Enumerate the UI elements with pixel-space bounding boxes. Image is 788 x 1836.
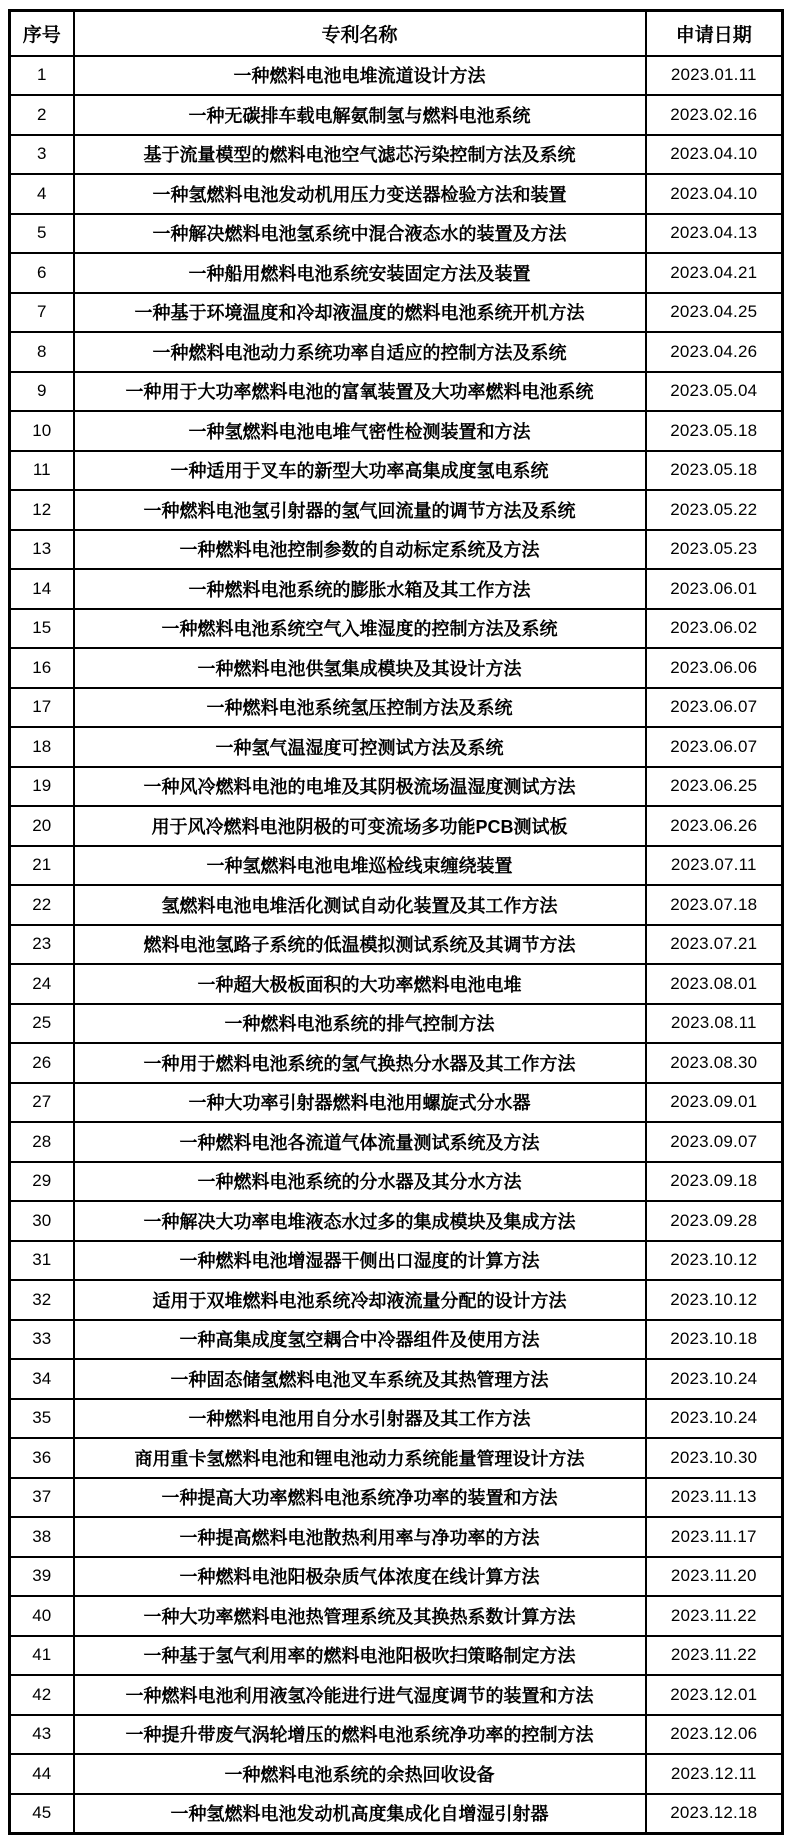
serial-number-cell: 6 <box>10 253 74 293</box>
application-date-cell: 2023.10.12 <box>646 1241 783 1281</box>
table-row <box>10 609 783 649</box>
serial-number-cell: 37 <box>10 1478 74 1518</box>
patent-table-head <box>10 11 783 56</box>
serial-number-cell: 36 <box>10 1438 74 1478</box>
application-date-cell: 2023.05.22 <box>646 490 783 530</box>
table-row <box>10 253 783 293</box>
patent-name-cell: 一种固态储氢燃料电池叉车系统及其热管理方法 <box>74 1359 646 1399</box>
application-date-cell: 2023.05.23 <box>646 530 783 570</box>
serial-number-cell: 9 <box>10 372 74 412</box>
application-date-cell: 2023.07.21 <box>646 925 783 965</box>
table-row <box>10 846 783 886</box>
patent-name-cell: 一种氢燃料电池发动机高度集成化自增湿引射器 <box>74 1794 646 1834</box>
table-row <box>10 1596 783 1636</box>
table-row <box>10 1280 783 1320</box>
table-row <box>10 1794 783 1834</box>
serial-number-cell: 5 <box>10 214 74 254</box>
application-date-cell: 2023.04.26 <box>646 332 783 372</box>
serial-number-cell: 10 <box>10 411 74 451</box>
application-date-cell: 2023.08.30 <box>646 1043 783 1083</box>
patent-name-cell: 一种大功率引射器燃料电池用螺旋式分水器 <box>74 1083 646 1123</box>
table-row <box>10 372 783 412</box>
application-date-cell: 2023.08.01 <box>646 964 783 1004</box>
application-date-cell: 2023.10.30 <box>646 1438 783 1478</box>
serial-number-cell: 20 <box>10 806 74 846</box>
application-date-cell: 2023.09.28 <box>646 1201 783 1241</box>
application-date-cell: 2023.10.24 <box>646 1399 783 1439</box>
serial-number-cell: 1 <box>10 56 74 96</box>
application-date-cell: 2023.04.25 <box>646 293 783 333</box>
table-row <box>10 1478 783 1518</box>
application-date-cell: 2023.11.22 <box>646 1636 783 1676</box>
serial-number-cell: 31 <box>10 1241 74 1281</box>
application-date-cell: 2023.02.16 <box>646 95 783 135</box>
application-date-cell: 2023.04.13 <box>646 214 783 254</box>
serial-number-cell: 23 <box>10 925 74 965</box>
table-row <box>10 1675 783 1715</box>
application-date-cell: 2023.06.02 <box>646 609 783 649</box>
table-row <box>10 95 783 135</box>
patent-name-cell: 一种风冷燃料电池的电堆及其阴极流场温湿度测试方法 <box>74 767 646 807</box>
header-application-date: 申请日期 <box>646 11 783 56</box>
serial-number-cell: 11 <box>10 451 74 491</box>
application-date-cell: 2023.11.17 <box>646 1517 783 1557</box>
patent-name-cell: 一种提高燃料电池散热利用率与净功率的方法 <box>74 1517 646 1557</box>
patent-table <box>8 9 784 1835</box>
patent-name-cell: 一种燃料电池动力系统功率自适应的控制方法及系统 <box>74 332 646 372</box>
application-date-cell: 2023.05.04 <box>646 372 783 412</box>
serial-number-cell: 16 <box>10 648 74 688</box>
patent-name-cell: 一种超大极板面积的大功率燃料电池电堆 <box>74 964 646 1004</box>
serial-number-cell: 3 <box>10 135 74 175</box>
application-date-cell: 2023.10.12 <box>646 1280 783 1320</box>
table-row <box>10 925 783 965</box>
serial-number-cell: 38 <box>10 1517 74 1557</box>
application-date-cell: 2023.12.11 <box>646 1754 783 1794</box>
table-row <box>10 451 783 491</box>
table-row <box>10 569 783 609</box>
table-row <box>10 1043 783 1083</box>
application-date-cell: 2023.06.06 <box>646 648 783 688</box>
table-row <box>10 1241 783 1281</box>
patent-name-cell: 一种燃料电池各流道气体流量测试系统及方法 <box>74 1122 646 1162</box>
patent-name-cell: 一种氢气温湿度可控测试方法及系统 <box>74 727 646 767</box>
serial-number-cell: 41 <box>10 1636 74 1676</box>
serial-number-cell: 19 <box>10 767 74 807</box>
table-row <box>10 648 783 688</box>
serial-number-cell: 15 <box>10 609 74 649</box>
application-date-cell: 2023.09.07 <box>646 1122 783 1162</box>
patent-name-cell: 一种燃料电池阳极杂质气体浓度在线计算方法 <box>74 1557 646 1597</box>
serial-number-cell: 17 <box>10 688 74 728</box>
application-date-cell: 2023.11.13 <box>646 1478 783 1518</box>
patent-name-cell: 一种无碳排车载电解氨制氢与燃料电池系统 <box>74 95 646 135</box>
table-row <box>10 1122 783 1162</box>
serial-number-cell: 4 <box>10 174 74 214</box>
serial-number-cell: 18 <box>10 727 74 767</box>
header-patent-name: 专利名称 <box>74 11 646 56</box>
patent-name-cell: 一种燃料电池系统空气入堆湿度的控制方法及系统 <box>74 609 646 649</box>
table-row <box>10 214 783 254</box>
application-date-cell: 2023.09.18 <box>646 1162 783 1202</box>
application-date-cell: 2023.09.01 <box>646 1083 783 1123</box>
application-date-cell: 2023.06.07 <box>646 727 783 767</box>
application-date-cell: 2023.05.18 <box>646 411 783 451</box>
serial-number-cell: 30 <box>10 1201 74 1241</box>
table-row <box>10 135 783 175</box>
header-serial-number: 序号 <box>10 11 74 56</box>
table-row <box>10 293 783 333</box>
application-date-cell: 2023.11.20 <box>646 1557 783 1597</box>
serial-number-cell: 12 <box>10 490 74 530</box>
serial-number-cell: 7 <box>10 293 74 333</box>
patent-name-cell: 基于流量模型的燃料电池空气滤芯污染控制方法及系统 <box>74 135 646 175</box>
table-row <box>10 1320 783 1360</box>
table-row <box>10 1438 783 1478</box>
patent-name-cell: 一种燃料电池控制参数的自动标定系统及方法 <box>74 530 646 570</box>
table-row <box>10 767 783 807</box>
serial-number-cell: 29 <box>10 1162 74 1202</box>
serial-number-cell: 24 <box>10 964 74 1004</box>
serial-number-cell: 22 <box>10 885 74 925</box>
table-row <box>10 885 783 925</box>
table-row <box>10 1201 783 1241</box>
table-row <box>10 1083 783 1123</box>
serial-number-cell: 44 <box>10 1754 74 1794</box>
patent-name-cell: 一种燃料电池供氢集成模块及其设计方法 <box>74 648 646 688</box>
table-row <box>10 1517 783 1557</box>
patent-name-cell: 一种燃料电池增湿器干侧出口湿度的计算方法 <box>74 1241 646 1281</box>
patent-name-cell: 适用于双堆燃料电池系统冷却液流量分配的设计方法 <box>74 1280 646 1320</box>
serial-number-cell: 25 <box>10 1004 74 1044</box>
serial-number-cell: 14 <box>10 569 74 609</box>
table-row <box>10 1557 783 1597</box>
application-date-cell: 2023.08.11 <box>646 1004 783 1044</box>
patent-name-cell: 一种高集成度氢空耦合中冷器组件及使用方法 <box>74 1320 646 1360</box>
table-row <box>10 1004 783 1044</box>
patent-name-cell: 一种适用于叉车的新型大功率高集成度氢电系统 <box>74 451 646 491</box>
serial-number-cell: 39 <box>10 1557 74 1597</box>
patent-name-cell: 一种燃料电池氢引射器的氢气回流量的调节方法及系统 <box>74 490 646 530</box>
patent-name-cell: 一种燃料电池系统氢压控制方法及系统 <box>74 688 646 728</box>
patent-name-cell: 氢燃料电池电堆活化测试自动化装置及其工作方法 <box>74 885 646 925</box>
patent-name-cell: 用于风冷燃料电池阴极的可变流场多功能PCB测试板 <box>74 806 646 846</box>
serial-number-cell: 43 <box>10 1715 74 1755</box>
application-date-cell: 2023.04.21 <box>646 253 783 293</box>
table-row <box>10 806 783 846</box>
application-date-cell: 2023.07.11 <box>646 846 783 886</box>
patent-name-cell: 一种用于大功率燃料电池的富氧装置及大功率燃料电池系统 <box>74 372 646 412</box>
application-date-cell: 2023.01.11 <box>646 56 783 96</box>
patent-name-cell: 一种燃料电池电堆流道设计方法 <box>74 56 646 96</box>
serial-number-cell: 26 <box>10 1043 74 1083</box>
patent-name-cell: 一种氢燃料电池电堆巡检线束缠绕装置 <box>74 846 646 886</box>
table-row <box>10 56 783 96</box>
application-date-cell: 2023.12.18 <box>646 1794 783 1834</box>
serial-number-cell: 28 <box>10 1122 74 1162</box>
patent-name-cell: 一种解决大功率电堆液态水过多的集成模块及集成方法 <box>74 1201 646 1241</box>
table-row <box>10 530 783 570</box>
serial-number-cell: 40 <box>10 1596 74 1636</box>
patent-name-cell: 一种氢燃料电池电堆气密性检测装置和方法 <box>74 411 646 451</box>
table-row <box>10 1399 783 1439</box>
application-date-cell: 2023.06.01 <box>646 569 783 609</box>
table-row <box>10 490 783 530</box>
patent-name-cell: 燃料电池氢路子系统的低温模拟测试系统及其调节方法 <box>74 925 646 965</box>
application-date-cell: 2023.12.06 <box>646 1715 783 1755</box>
patent-name-cell: 一种提高大功率燃料电池系统净功率的装置和方法 <box>74 1478 646 1518</box>
table-row <box>10 964 783 1004</box>
serial-number-cell: 21 <box>10 846 74 886</box>
application-date-cell: 2023.12.01 <box>646 1675 783 1715</box>
table-row <box>10 688 783 728</box>
patent-name-cell: 一种燃料电池系统的排气控制方法 <box>74 1004 646 1044</box>
patent-name-cell: 一种基于氢气利用率的燃料电池阳极吹扫策略制定方法 <box>74 1636 646 1676</box>
serial-number-cell: 35 <box>10 1399 74 1439</box>
table-row <box>10 1715 783 1755</box>
patent-name-cell: 一种燃料电池系统的分水器及其分水方法 <box>74 1162 646 1202</box>
table-row <box>10 411 783 451</box>
patent-name-cell: 一种基于环境温度和冷却液温度的燃料电池系统开机方法 <box>74 293 646 333</box>
serial-number-cell: 32 <box>10 1280 74 1320</box>
serial-number-cell: 13 <box>10 530 74 570</box>
patent-name-cell: 一种解决燃料电池氢系统中混合液态水的装置及方法 <box>74 214 646 254</box>
application-date-cell: 2023.06.26 <box>646 806 783 846</box>
patent-name-cell: 一种大功率燃料电池热管理系统及其换热系数计算方法 <box>74 1596 646 1636</box>
patent-name-cell: 一种船用燃料电池系统安装固定方法及装置 <box>74 253 646 293</box>
serial-number-cell: 33 <box>10 1320 74 1360</box>
application-date-cell: 2023.07.18 <box>646 885 783 925</box>
application-date-cell: 2023.10.24 <box>646 1359 783 1399</box>
patent-name-cell: 一种燃料电池用自分水引射器及其工作方法 <box>74 1399 646 1439</box>
serial-number-cell: 2 <box>10 95 74 135</box>
patent-name-cell: 商用重卡氢燃料电池和锂电池动力系统能量管理设计方法 <box>74 1438 646 1478</box>
header-row <box>10 11 783 56</box>
table-row <box>10 1754 783 1794</box>
serial-number-cell: 27 <box>10 1083 74 1123</box>
serial-number-cell: 42 <box>10 1675 74 1715</box>
table-row <box>10 174 783 214</box>
application-date-cell: 2023.10.18 <box>646 1320 783 1360</box>
table-row <box>10 1359 783 1399</box>
patent-name-cell: 一种用于燃料电池系统的氢气换热分水器及其工作方法 <box>74 1043 646 1083</box>
patent-name-cell: 一种提升带废气涡轮增压的燃料电池系统净功率的控制方法 <box>74 1715 646 1755</box>
application-date-cell: 2023.04.10 <box>646 174 783 214</box>
patent-name-cell: 一种燃料电池系统的余热回收设备 <box>74 1754 646 1794</box>
application-date-cell: 2023.04.10 <box>646 135 783 175</box>
serial-number-cell: 8 <box>10 332 74 372</box>
table-row <box>10 332 783 372</box>
application-date-cell: 2023.06.25 <box>646 767 783 807</box>
application-date-cell: 2023.06.07 <box>646 688 783 728</box>
patent-name-cell: 一种燃料电池利用液氢冷能进行进气湿度调节的装置和方法 <box>74 1675 646 1715</box>
patent-name-cell: 一种燃料电池系统的膨胀水箱及其工作方法 <box>74 569 646 609</box>
table-row <box>10 1162 783 1202</box>
patent-name-cell: 一种氢燃料电池发动机用压力变送器检验方法和装置 <box>74 174 646 214</box>
table-row <box>10 727 783 767</box>
patent-table-body <box>10 56 783 1834</box>
serial-number-cell: 45 <box>10 1794 74 1834</box>
application-date-cell: 2023.05.18 <box>646 451 783 491</box>
application-date-cell: 2023.11.22 <box>646 1596 783 1636</box>
serial-number-cell: 34 <box>10 1359 74 1399</box>
table-row <box>10 1636 783 1676</box>
